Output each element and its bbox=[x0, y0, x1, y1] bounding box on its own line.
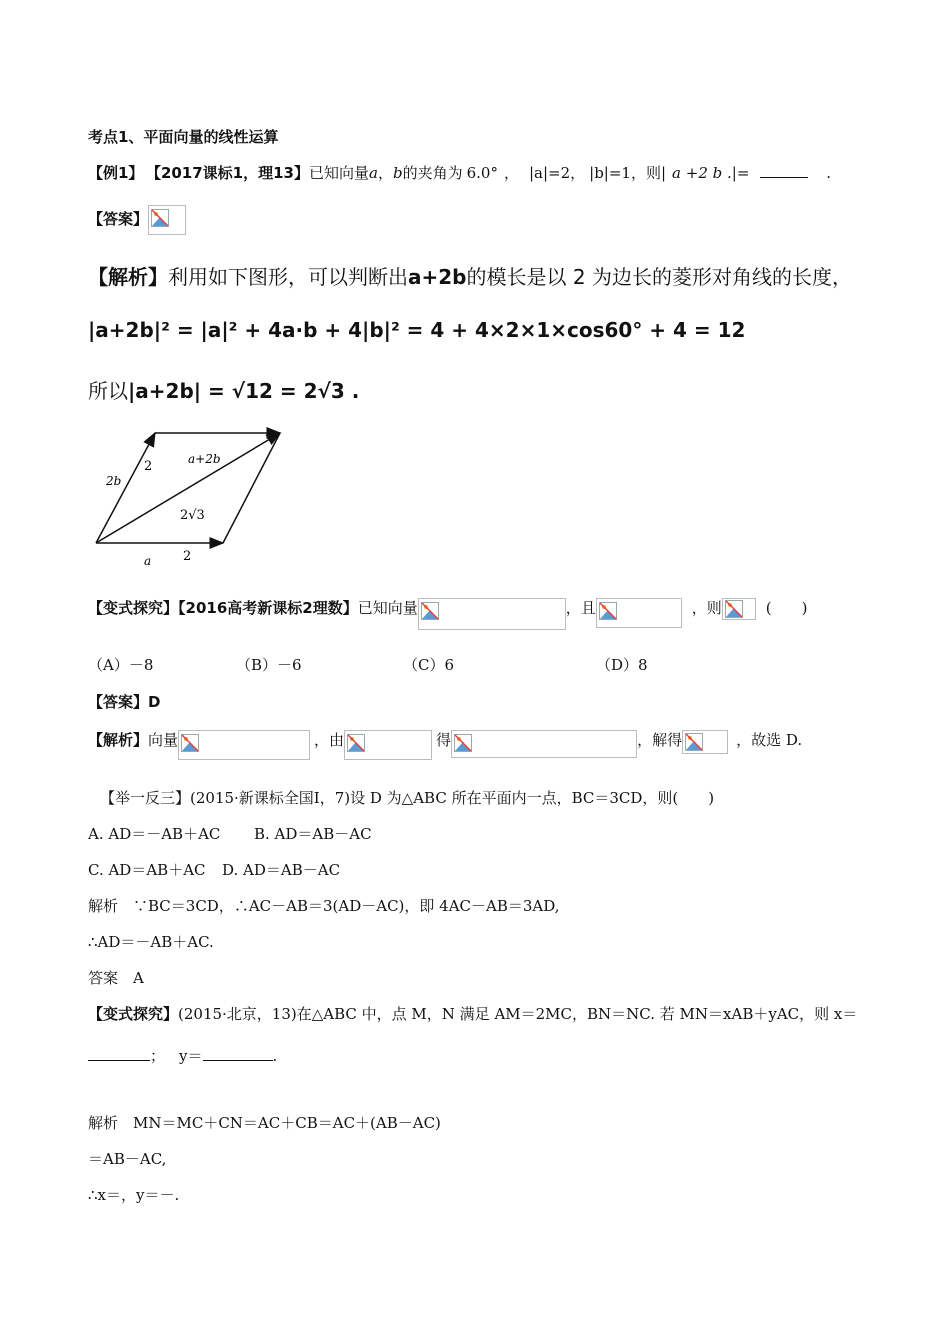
example-text-2: 的夹角为 bbox=[402, 164, 463, 182]
var-a: a bbox=[369, 164, 378, 182]
edge-2b bbox=[96, 433, 155, 543]
blank-x bbox=[88, 1046, 150, 1061]
analysis-1-line-1 bbox=[88, 262, 852, 292]
answer-2: 【答案】D bbox=[88, 693, 161, 711]
separator: ； bbox=[150, 1047, 166, 1065]
variant-label: 【变式探究】 bbox=[88, 599, 179, 617]
variant-text: (2015·北京，13)在△ABC 中，点 M，N 满足 AM＝2MC，BN＝NC. 若 MN＝xAB＋yAC，则 x＝ bbox=[178, 1005, 858, 1023]
y-label: y＝ bbox=[179, 1047, 203, 1065]
expression: a +2 b .|= bbox=[672, 164, 750, 182]
example-2-solution-1: 解析 ∵BC＝3CD，∴AC－AB＝3(AD－AC)，即 4AC－AB＝3AD, bbox=[88, 897, 560, 915]
answer-1 bbox=[88, 205, 186, 235]
example-2-option-a: A. AD＝－AB＋AC bbox=[88, 825, 221, 843]
variant-2-solution-2: ＝AB－AC, bbox=[88, 1150, 167, 1168]
variant-text-1: 已知向量 bbox=[357, 599, 418, 617]
option-d: （D）8 bbox=[596, 656, 648, 674]
var-b: b bbox=[392, 164, 403, 182]
variant-2-blanks bbox=[88, 1046, 277, 1066]
variant-1 bbox=[88, 598, 807, 630]
analysis-1-equation bbox=[88, 315, 745, 345]
analysis-1-conclusion bbox=[88, 376, 359, 406]
example-source: 【2017课标1，理13】 bbox=[153, 164, 309, 182]
label-2-left: 2 bbox=[144, 459, 153, 474]
label-diag: 2√3 bbox=[180, 508, 205, 523]
label-sum: a+2b bbox=[188, 452, 221, 466]
example-1 bbox=[88, 163, 831, 183]
label-2-bottom: 2 bbox=[183, 549, 192, 564]
variant-2-solution-1: 解析 MN＝MC＋CN＝AC＋CB＝AC＋(AB－AC) bbox=[88, 1114, 441, 1132]
analysis-text-2: ，由 bbox=[314, 731, 345, 749]
option-c: （C）6 bbox=[403, 656, 455, 674]
example-2-answer: 答案 A bbox=[88, 969, 144, 987]
analysis-text-1: 向量 bbox=[148, 731, 179, 749]
blank-y bbox=[203, 1046, 273, 1061]
condition-1: |a|=2， bbox=[528, 164, 586, 182]
analysis-text-4: ，解得 bbox=[637, 731, 683, 749]
condition-2: |b|=1， bbox=[589, 164, 646, 182]
section-heading: 考点1、平面向量的线性运算 bbox=[88, 128, 279, 146]
option-b: （B）－6 bbox=[236, 656, 302, 674]
conclusion: |a+2b| = √12 = 2√3 . bbox=[128, 379, 360, 403]
equation: |a+2b|² = |a|² + 4a·b + 4|b|² = 4 + 4×2×1×cos60° + 4 = 12 bbox=[88, 318, 746, 342]
analysis-label: 【解析】 bbox=[88, 265, 168, 289]
label-a: a bbox=[144, 554, 152, 568]
variant-2-solution-3: ∴x＝，y＝－. bbox=[88, 1186, 180, 1204]
example-2-option-d: D. AD＝AB－AC bbox=[222, 861, 341, 879]
variant-source: 【2016高考新课标2理数】 bbox=[178, 599, 358, 617]
period: . bbox=[272, 1047, 278, 1065]
broken-image-icon bbox=[682, 730, 728, 754]
example-text-3: ， bbox=[503, 164, 519, 182]
example-2-question: 【举一反三】(2015·新课标全国Ⅰ，7)设 D 为△ABC 所在平面内一点，BC＝3CD，则( ) bbox=[100, 789, 715, 807]
variant-text-3: ，则 bbox=[691, 599, 722, 617]
angle-value: 6.0° bbox=[466, 164, 498, 182]
answer-paren: ( ) bbox=[765, 599, 808, 617]
example-text-4: 则| bbox=[645, 164, 667, 182]
option-a: （A）－8 bbox=[88, 656, 154, 674]
period: . bbox=[826, 164, 831, 182]
analysis-text-5: ，故选 D. bbox=[736, 731, 803, 749]
answer-label: 【答案】 bbox=[88, 210, 149, 228]
broken-image-icon bbox=[451, 730, 637, 758]
example-2-option-c: C. AD＝AB＋AC bbox=[88, 861, 206, 879]
analysis-text-3: 得 bbox=[436, 731, 452, 749]
example-text: 已知向量 bbox=[309, 164, 370, 182]
variant-2-question bbox=[88, 1004, 857, 1024]
answer-blank bbox=[760, 163, 808, 178]
label-2b: 2b bbox=[106, 474, 122, 488]
example-2-solution-2: ∴AD＝－AB＋AC. bbox=[88, 933, 214, 951]
conclusion-prefix: 所以 bbox=[88, 379, 128, 403]
broken-image-icon bbox=[148, 205, 186, 235]
diagonal-sum bbox=[96, 433, 280, 543]
broken-image-icon bbox=[418, 598, 566, 630]
variant-text-2: ，且 bbox=[565, 599, 596, 617]
example-tag: 【例1】 bbox=[88, 164, 144, 182]
broken-image-icon bbox=[178, 730, 310, 760]
broken-image-icon bbox=[722, 598, 756, 620]
variant-label: 【变式探究】 bbox=[88, 1005, 179, 1023]
analysis-2 bbox=[88, 730, 802, 760]
comma: ， bbox=[377, 164, 393, 182]
parallelogram-figure bbox=[88, 425, 298, 575]
analysis-label: 【解析】 bbox=[88, 731, 149, 749]
broken-image-icon bbox=[596, 598, 682, 628]
broken-image-icon bbox=[344, 730, 432, 760]
vector-sum: a+2b bbox=[408, 265, 467, 289]
example-2-option-b: B. AD＝AB－AC bbox=[254, 825, 372, 843]
analysis-text-2: 的模长是以 2 为边长的菱形对角线的长度， bbox=[466, 265, 852, 289]
analysis-text-1: 利用如下图形，可以判断出 bbox=[168, 265, 408, 289]
